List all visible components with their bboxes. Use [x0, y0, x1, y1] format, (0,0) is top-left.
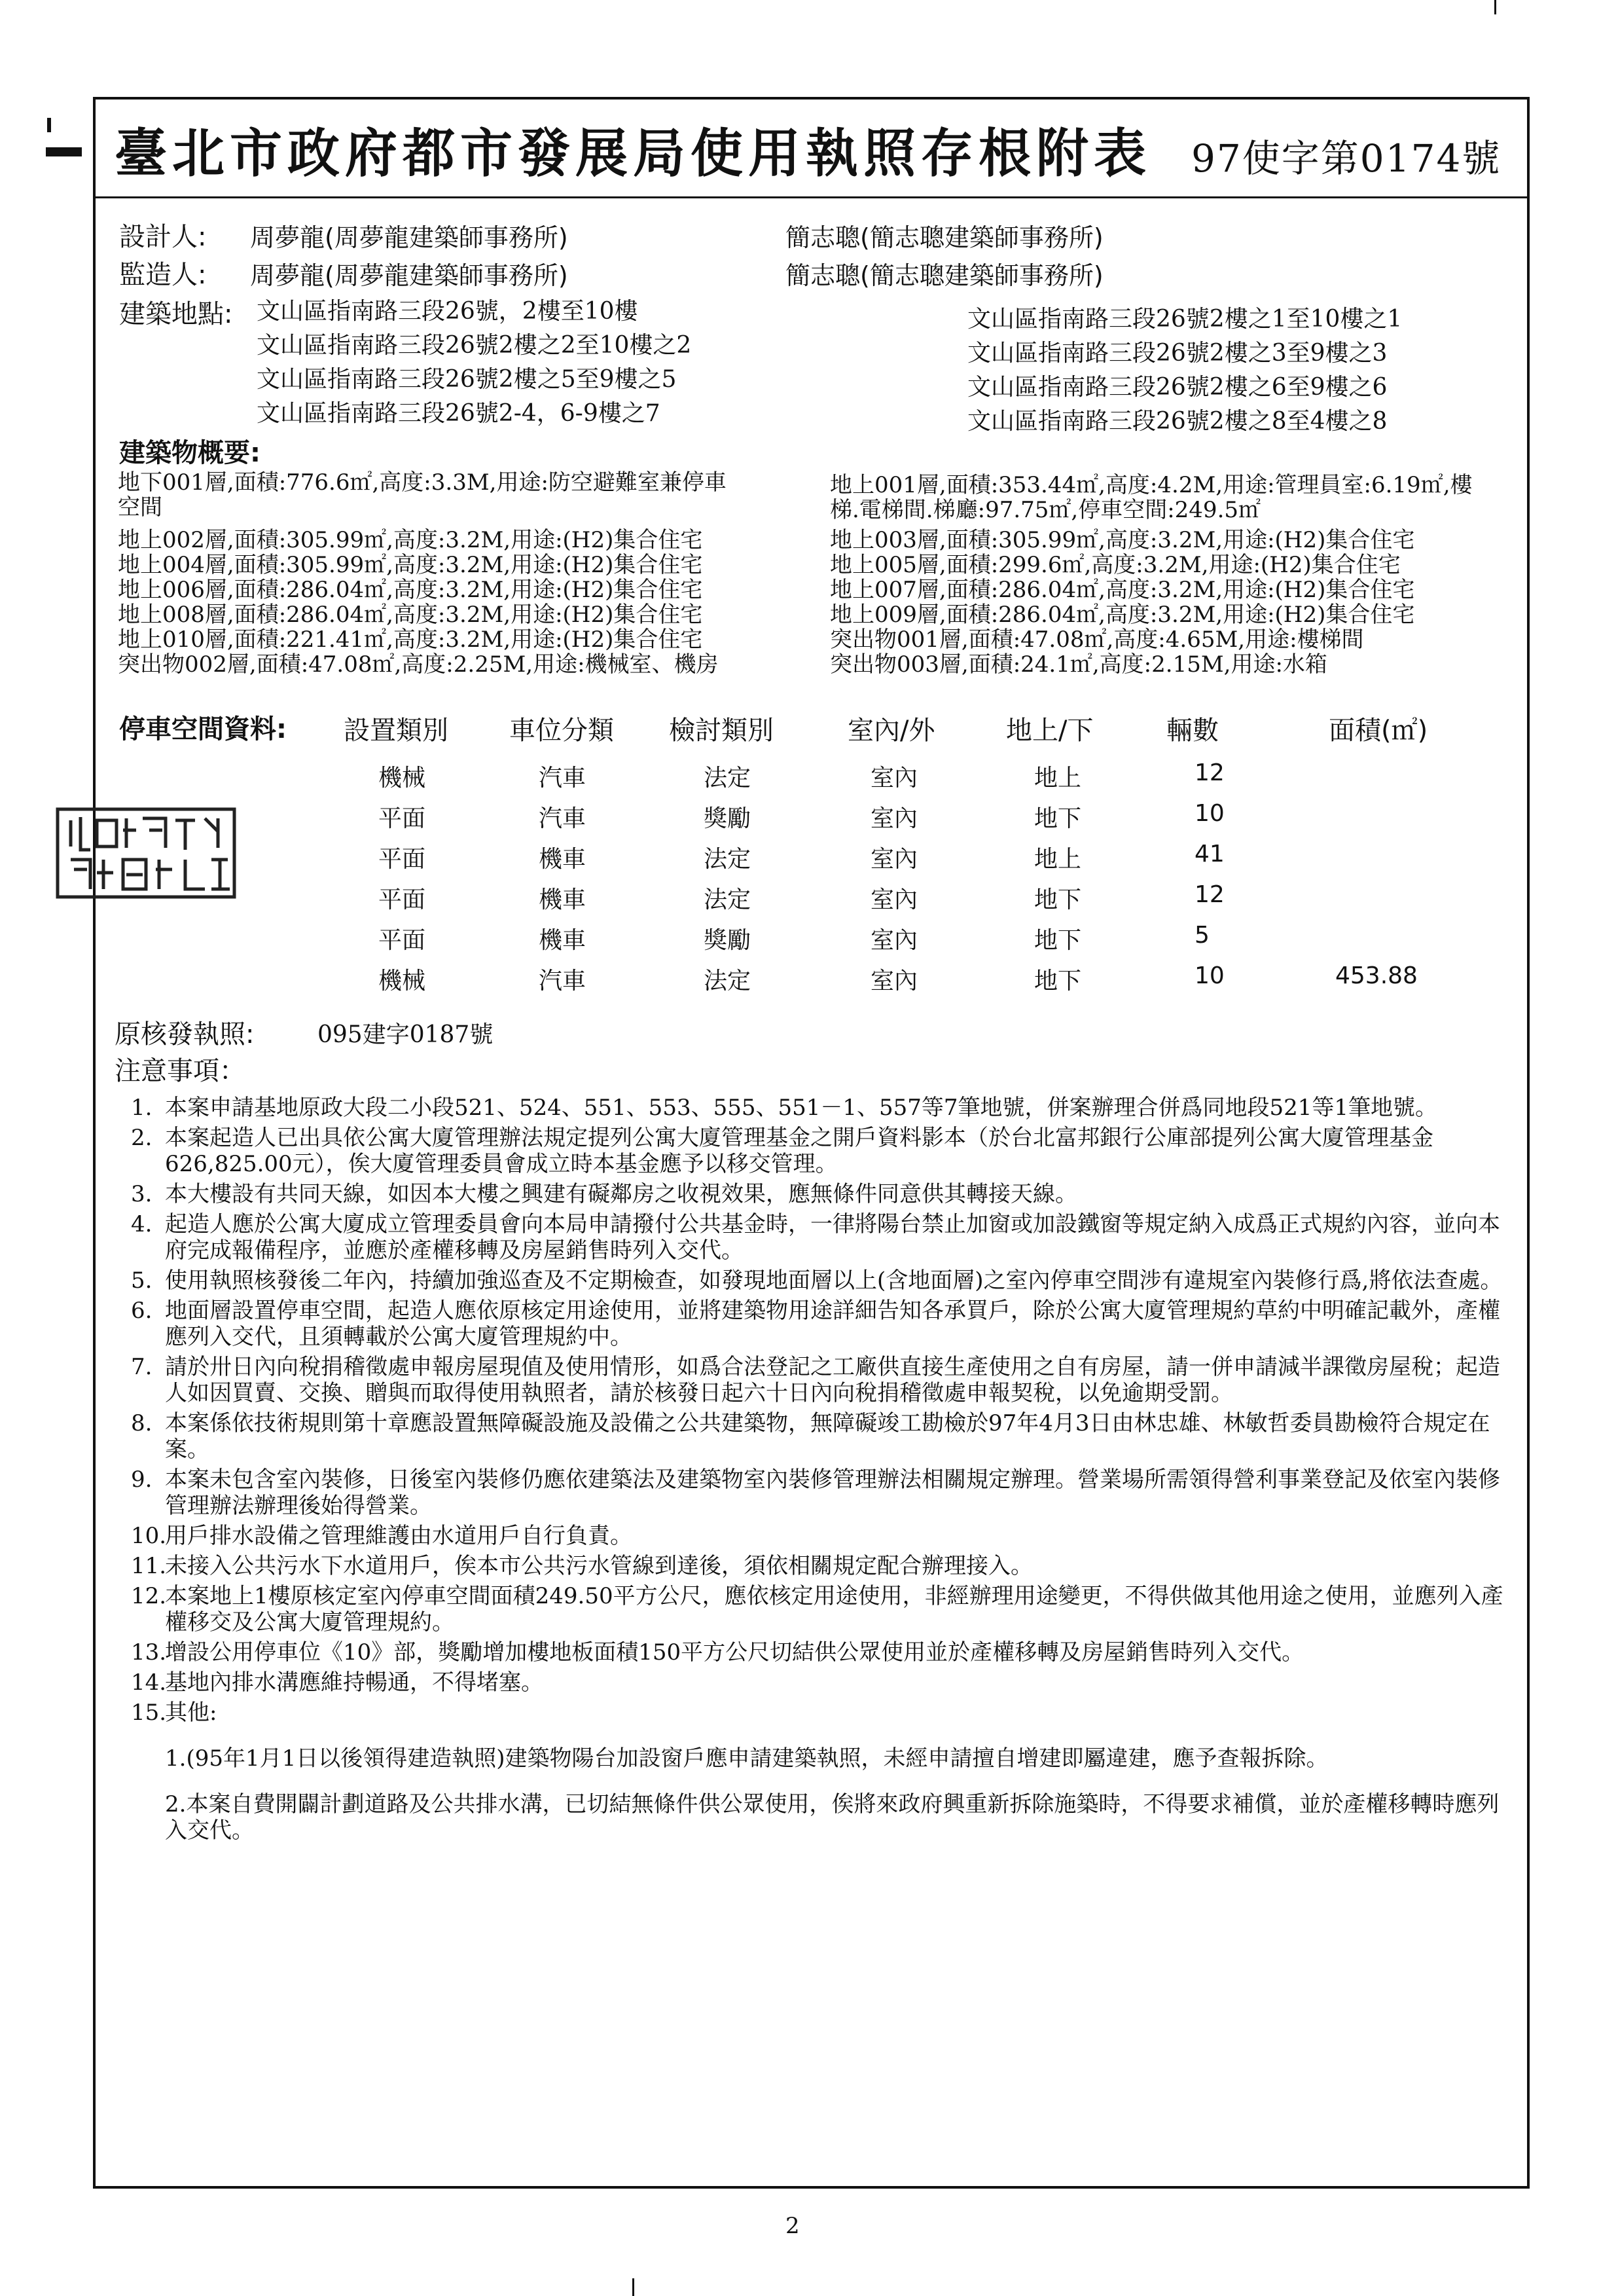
note-text: 增設公用停車位《10》部，獎勵增加樓地板面積150平方公尺切結供公眾使用並於產權移轉及房屋銷售時列入交代。 [165, 1639, 1304, 1666]
building-line: 地上005層,面積:299.6㎡,高度:3.2M,用途:(H2)集合住宅 [830, 552, 1401, 578]
list-item [131, 1467, 1519, 1519]
parking-header-cell: 面積(㎡) [1329, 716, 1428, 746]
parking-cell: 12 [1195, 759, 1225, 786]
note-text: 本案係依技術規則第十章應設置無障礙設施及設備之公共建築物，無障礙竣工勘檢於97年4月3日由林忠雄、林敏哲委員勘檢符合規定在案。 [165, 1410, 1490, 1463]
notes-list [131, 1095, 1519, 1844]
list-item [131, 1095, 1519, 1121]
parking-cell: 汽車 [539, 968, 586, 994]
building-line: 空間 [118, 494, 162, 520]
parking-cell: 室內 [871, 886, 918, 913]
building-line: 地上010層,面積:221.41㎡,高度:3.2M,用途:(H2)集合住宅 [118, 627, 703, 653]
parking-header [0, 710, 1618, 746]
parking-cell: 法定 [704, 846, 751, 873]
parking-header-cell: 地上/下 [1006, 716, 1094, 746]
list-item [131, 1211, 1519, 1264]
parking-cell: 室內 [871, 968, 918, 994]
building-right [830, 473, 1473, 677]
note-number: 12. [131, 1583, 167, 1609]
building-line: 地上006層,面積:286.04㎡,高度:3.2M,用途:(H2)集合住宅 [118, 577, 703, 603]
parking-cell: 12 [1195, 881, 1225, 908]
supervisor-2: 簡志聰(簡志聰建築師事務所) [785, 261, 1104, 290]
permit-number: 97使字第0174號 [1191, 136, 1501, 181]
note-text: 使用執照核發後二年內，持續加強巡查及不定期檢查，如發現地面層以上(含地面層)之室內停車空間涉有違規室內裝修行爲,將依法查處。 [165, 1267, 1503, 1294]
parking-cell: 機車 [539, 886, 586, 913]
table-row [0, 922, 1618, 954]
list-item [131, 1523, 1519, 1549]
list-item [131, 1553, 1519, 1579]
margin-mark [632, 2278, 634, 2296]
location-line: 文山區指南路三段26號2樓之8至4樓之8 [967, 408, 1388, 435]
note-text: 用戶排水設備之管理維護由水道用戶自行負責。 [165, 1523, 632, 1549]
building-line: 突出物003層,面積:24.1㎡,高度:2.15M,用途:水箱 [830, 651, 1327, 678]
note-number: 1. [131, 1095, 153, 1121]
note-text: 起造人應於公寓大廈成立管理委員會向本局申請撥付公共基金時，一律將陽台禁止加窗或加設鐵窗等規定納入成爲正式規約內容，並向本府完成報備程序，並應於產權移轉及房屋銷售時列入交代。 [165, 1211, 1500, 1264]
building-line: 地下001層,面積:776.6㎡,高度:3.3M,用途:防空避難室兼停車 [118, 469, 727, 496]
supervisor-1: 周夢龍(周夢龍建築師事務所) [250, 261, 568, 290]
location-line: 文山區指南路三段26號2樓之5至9樓之5 [257, 366, 677, 393]
list-item [131, 1639, 1519, 1666]
parking-cell: 41 [1195, 841, 1225, 867]
list-item [131, 1583, 1519, 1635]
note-text: 本案申請基地原政大段二小段521、524、551、553、555、551－1、557等7筆地號，併案辦理合併爲同地段521等1筆地號。 [165, 1095, 1438, 1121]
note-number: 11. [131, 1553, 167, 1579]
parking-cell: 453.88 [1335, 962, 1418, 989]
building-line: 地上007層,面積:286.04㎡,高度:3.2M,用途:(H2)集合住宅 [830, 577, 1415, 603]
original-permit-label: 原核發執照: [115, 1019, 255, 1049]
parking-cell: 地上 [1034, 846, 1082, 873]
note-number: 7. [131, 1354, 153, 1380]
note-number: 10. [131, 1523, 167, 1549]
parking-cell: 機械 [378, 765, 426, 792]
parking-cell: 地上 [1034, 765, 1082, 792]
list-item [131, 1410, 1519, 1463]
parking-cell: 平面 [378, 805, 426, 832]
parking-header-cell: 設置類別 [344, 716, 448, 746]
margin-mark [47, 118, 51, 132]
original-permit-value: 095建字0187號 [317, 1021, 494, 1048]
notes-label: 注意事項： [115, 1056, 245, 1086]
parking-header-cell: 車位分類 [509, 716, 614, 746]
building-line: 地上008層,面積:286.04㎡,高度:3.2M,用途:(H2)集合住宅 [118, 602, 703, 628]
parking-cell: 獎勵 [704, 805, 751, 832]
building-label: 建築物概要: [119, 438, 261, 468]
note-text: 未接入公共污水下水道用戶，俟本市公共污水管線到達後，須依相關規定配合辦理接入。 [165, 1553, 1033, 1579]
note-number: 3. [131, 1181, 153, 1207]
note-number: 13. [131, 1639, 167, 1666]
table-row [0, 759, 1618, 792]
note-text: 地面層設置停車空間，起造人應依原核定用途使用，並將建築物用途詳細告知各承買戶，除於公寓大廈管理規約草約中明確記載外，產權應列入交代，且須轉載於公寓大廈管理規約中。 [165, 1298, 1500, 1350]
building-left [118, 470, 727, 677]
parking-cell: 平面 [378, 886, 426, 913]
building-line: 地上002層,面積:305.99㎡,高度:3.2M,用途:(H2)集合住宅 [118, 527, 703, 553]
location-line: 文山區指南路三段26號2樓之1至10樓之1 [967, 306, 1403, 333]
official-seal [45, 804, 241, 902]
table-row [0, 841, 1618, 873]
parking-header-cell: 室內/外 [848, 716, 935, 746]
building-line: 突出物002層,面積:47.08㎡,高度:2.25M,用途:機械室、機房 [118, 651, 719, 678]
note-number: 15. [131, 1700, 167, 1726]
parking-header-cell: 輛數 [1166, 716, 1219, 746]
note-number: 5. [131, 1267, 153, 1294]
parking-cell: 地下 [1034, 805, 1082, 832]
parking-cell: 機械 [378, 968, 426, 994]
building-line: 梯.電梯間.梯廳:97.75㎡,停車空間:249.5㎡ [830, 497, 1261, 523]
parking-cell: 10 [1195, 800, 1225, 827]
table-row [0, 962, 1618, 994]
note-number: 4. [131, 1211, 153, 1237]
list-item [131, 1125, 1519, 1177]
parking-cell: 地下 [1034, 927, 1082, 954]
parking-cell: 室內 [871, 846, 918, 873]
note-text: 其他: [165, 1700, 217, 1726]
margin-mark [1494, 0, 1496, 14]
parking-cell: 平面 [378, 927, 426, 954]
parking-cell: 汽車 [539, 765, 586, 792]
table-row [0, 800, 1618, 832]
supervisor-label: 監造人: [119, 260, 207, 290]
note-number: 8. [131, 1410, 153, 1436]
designer-label: 設計人: [119, 222, 207, 252]
location-line: 文山區指南路三段26號2樓之3至9樓之3 [967, 340, 1388, 367]
location-label: 建築地點: [119, 299, 233, 329]
sub-item: 2.本案自費開闢計劃道路及公共排水溝，已切結無條件供公眾使用，俟將來政府興重新拆除施築時，不得要求補償，並於產權移轉時應列入交代。 [165, 1791, 1500, 1844]
parking-cell: 法定 [704, 968, 751, 994]
note-number: 9. [131, 1467, 153, 1493]
parking-cell: 地下 [1034, 886, 1082, 913]
parking-cell: 平面 [378, 846, 426, 873]
designer-1: 周夢龍(周夢龍建築師事務所) [250, 223, 568, 252]
sub-item: 1.(95年1月1日以後領得建造執照)建築物陽台加設窗戶應申請建築執照，未經申請擅自增建即屬違建，應予查報拆除。 [165, 1745, 1329, 1772]
note-number: 14. [131, 1669, 167, 1696]
list-item [131, 1298, 1519, 1350]
parking-header-cell: 檢討類別 [669, 716, 774, 746]
note-text: 本大樓設有共同天線，如因本大樓之興建有礙鄰房之收視效果，應無條件同意供其轉接天線。 [165, 1181, 1077, 1207]
location-line: 文山區指南路三段26號2樓之6至9樓之6 [967, 374, 1388, 401]
parking-cell: 室內 [871, 765, 918, 792]
page-number: 2 [785, 2213, 800, 2239]
list-item [131, 1181, 1519, 1207]
parking-cell: 法定 [704, 886, 751, 913]
building-line: 地上009層,面積:286.04㎡,高度:3.2M,用途:(H2)集合住宅 [830, 602, 1415, 628]
note-text: 基地內排水溝應維持暢通，不得堵塞。 [165, 1669, 543, 1696]
table-row [0, 881, 1618, 913]
location-line: 文山區指南路三段26號2-4，6-9樓之7 [257, 400, 660, 427]
parking-cell: 機車 [539, 927, 586, 954]
parking-cell: 室內 [871, 927, 918, 954]
note-text: 請於卅日內向稅捐稽徵處申報房屋現值及使用情形，如爲合法登記之工廠供直接生產使用之自有房屋，請一併申請減半課徵房屋稅；起造人如因買賣、交換、贈與而取得使用執照者，請於核發日起六十日內向稅捐稽徵處申報契稅，以免逾期受罰。 [165, 1354, 1500, 1406]
list-item [131, 1267, 1519, 1294]
location-right [967, 302, 1402, 439]
location-left [257, 295, 691, 431]
parking-cell: 機車 [539, 846, 586, 873]
designer-2: 簡志聰(簡志聰建築師事務所) [785, 223, 1104, 252]
list-item [131, 1700, 1519, 1726]
margin-mark [46, 147, 82, 156]
parking-cell: 5 [1195, 922, 1210, 949]
note-text: 本案未包含室內裝修，日後室內裝修仍應依建築法及建築物室內裝修管理辦法相關規定辦理。營業場所需領得營利事業登記及依室內裝修管理辦法辦理後始得營業。 [165, 1467, 1500, 1519]
note-number: 6. [131, 1298, 153, 1324]
note-number: 2. [131, 1125, 153, 1151]
location-line: 文山區指南路三段26號，2樓至10樓 [257, 298, 638, 325]
parking-cell: 汽車 [539, 805, 586, 832]
location-line: 文山區指南路三段26號2樓之2至10樓之2 [257, 332, 692, 359]
note-text: 本案地上1樓原核定室內停車空間面積249.50平方公尺，應依核定用途使用，非經辦理用途變更，不得供做其他用途之使用，並應列入產權移交及公寓大廈管理規約。 [165, 1583, 1503, 1635]
page-title: 臺北市政府都市發展局使用執照存根附表 [115, 122, 1151, 184]
parking-cell: 地下 [1034, 968, 1082, 994]
header-divider [93, 196, 1530, 198]
building-line: 地上003層,面積:305.99㎡,高度:3.2M,用途:(H2)集合住宅 [830, 527, 1415, 553]
parking-label: 停車空間資料: [119, 714, 287, 744]
note-text: 本案起造人已出具依公寓大廈管理辦法規定提列公寓大廈管理基金之開戶資料影本（於台北富邦銀行公庫部提列公寓大廈管理基金626,825.00元），俟大廈管理委員會成立時本基金應予以移交管理。 [165, 1125, 1433, 1177]
parking-cell: 10 [1195, 962, 1225, 989]
list-item [131, 1354, 1519, 1406]
parking-cell: 室內 [871, 805, 918, 832]
list-item [131, 1669, 1519, 1696]
building-line: 突出物001層,面積:47.08㎡,高度:4.65M,用途:樓梯間 [830, 627, 1364, 653]
parking-cell: 獎勵 [704, 927, 751, 954]
building-line: 地上004層,面積:305.99㎡,高度:3.2M,用途:(H2)集合住宅 [118, 552, 703, 578]
parking-cell: 法定 [704, 765, 751, 792]
building-line: 地上001層,面積:353.44㎡,高度:4.2M,用途:管理員室:6.19㎡,樓 [830, 472, 1473, 498]
